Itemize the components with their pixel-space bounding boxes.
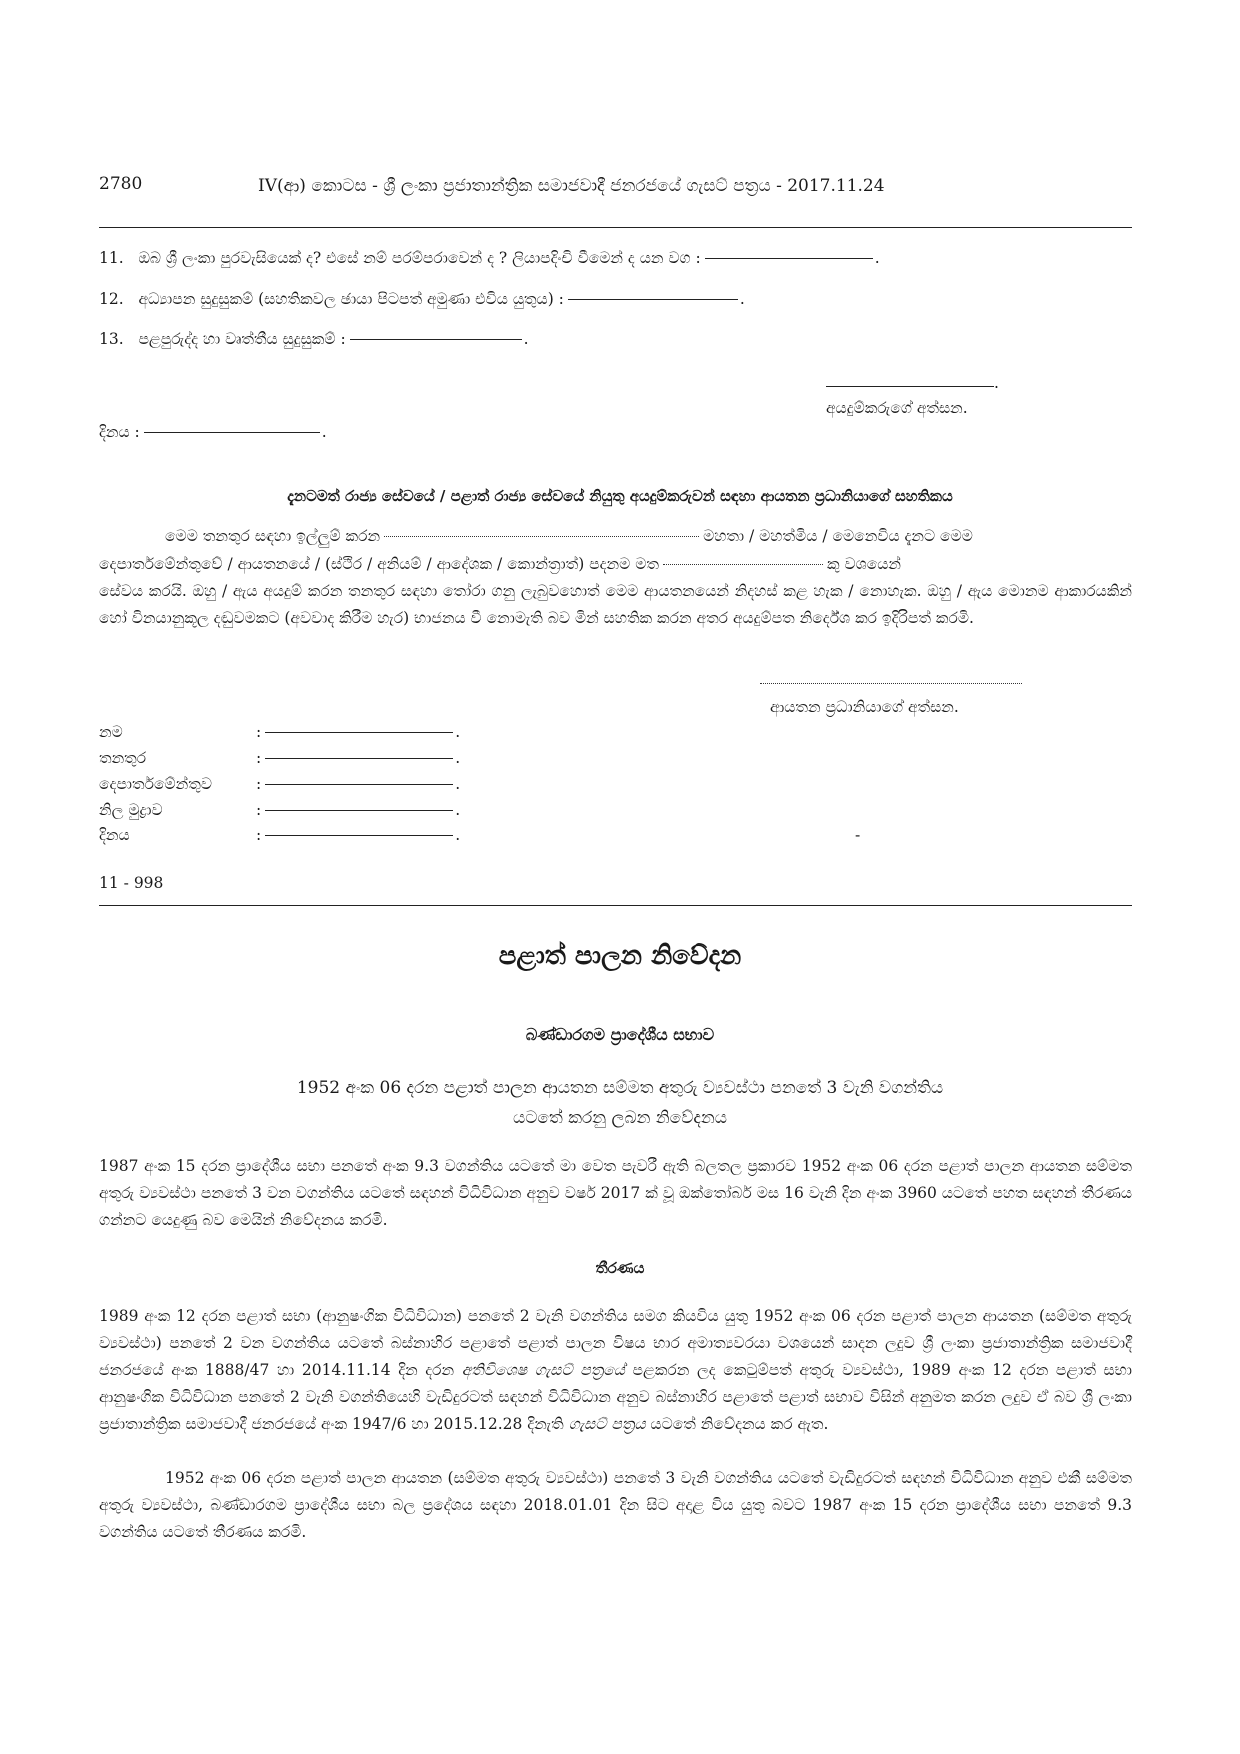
head-signature-label: ආයතන ප්‍රධානියාගේ අත්සන.: [770, 698, 959, 716]
applicant-signature-line[interactable]: [826, 386, 994, 387]
answer-line[interactable]: [568, 299, 738, 300]
certificate-heading: දැනටමත් රාජ්‍ය සේවයේ / පළාත් රාජ්‍ය සේවයේ නියුතු අයදුම්කරුවන් සඳහා ආයතන ප්‍රධානියාගේ සහතිකය: [287, 487, 953, 505]
detail-row-date: දිනය : .: [99, 826, 461, 844]
form-item-13: 13. පළපුරුද්ද හා වෘත්තීය සුදුසුකම් : .: [99, 330, 529, 348]
notice-subtitle-line-1: 1952 අංක 06 දරන පළාත් පාලන ආයතන සම්මත අතුරු ව්‍යවස්ථා පනතේ 3 වැනි වගන්තිය: [296, 1078, 944, 1098]
detail-row-seal: නිල මුද්‍රාව : .: [99, 801, 461, 819]
detail-row-post: තනතුර : .: [99, 749, 461, 767]
certificate-line-1: මෙම තනතුර සඳහා ඉල්ලුම් කරන මහතා / මහත්මිය / මෙනෙවිය දැනට මෙම: [165, 527, 973, 545]
detail-line[interactable]: [265, 835, 453, 836]
council-name: බණ්ඩාරගම ප්‍රාදේශීය සභාව: [525, 1025, 715, 1044]
section-divider: [99, 905, 1132, 906]
certificate-body: සේවය කරයි. ඔහු / ඇය අයදුම් කරන තනතුර සඳහා තෝරා ගනු ලැබුවහොත් මෙම ආයතනයෙන් නිදහස් කළ හැක / නොහැක. ඔහු / ඇය මොනම ආකාරයකින් හෝ විනයානුකූල දඬුවමකට (අවවාද කිරීම හැර) භාජනය වී නොමැති බව මින් සහතික කරන අතර අයදුම්පත නිර්දේශ කර ඉදිරිපත් කරමි.: [99, 582, 1132, 627]
reference-number: 11 - 998: [99, 874, 164, 892]
dash-mark: -: [855, 826, 861, 844]
extraordinary-gazette-ref: අතිවිශෙෂ ගැසට් පත්‍රයේ: [461, 1361, 625, 1379]
detail-line[interactable]: [265, 732, 453, 733]
answer-line[interactable]: [705, 258, 873, 259]
detail-line[interactable]: [265, 784, 453, 785]
applicant-signature-label: අයදුම්කරුගේ අත්සන.: [826, 399, 968, 417]
head-signature-line[interactable]: [760, 683, 1022, 684]
certificate-line-2: දෙපාර්තමේන්තුවේ / ආයතනයේ / (ස්ථිර / අනියම් / ආදේශක / කොන්ත්‍රාත්) පදනම මත කු වශයෙන්: [99, 555, 901, 573]
answer-line[interactable]: [350, 339, 522, 340]
gazette-header-title: IV(ආ) කොටස - ශ්‍රී ලංකා ප්‍රජාතාන්ත්‍රික සමාජවාදී ජනරජයේ ගැසට් පත්‍රය - 2017.11.24: [258, 176, 885, 196]
header-divider: [99, 227, 1132, 228]
detail-line[interactable]: [265, 758, 453, 759]
detail-line[interactable]: [265, 810, 453, 811]
notice-paragraph-3: 1952 අංක 06 දරන පළාත් පාලන ආයතන (සම්මත අතුරු ව්‍යවස්ථා) පනතේ 3 වැනි වගන්තිය යටතේ වැඩිදුරටත් සඳහන් විධිවිධාන අනුව එකී සම්මත අතුරු ව්‍යවස්ථා, බණ්ඩාරගම ප්‍රාදේශීය සභා බල ප්‍රදේශය සඳහා 2018.01.01 දින සිට අදාළ විය යුතු බවට 1987 අංක 15 දරන ප්‍රාදේශීය සභා පනතේ 9.3 වගන්තිය යටතේ තීරණය කරමි.: [99, 1469, 1132, 1541]
notice-paragraph-1: 1987 අංක 15 දරන ප්‍රාදේශීය සභා පනතේ අංක 9.3 වගන්තිය යටතේ මා වෙත පැවරී ඇති බලතල ප්‍රකාරව 1952 අංක 06 දරන පළාත් පාලන ආයතන සම්මත අතුරු ව්‍යවස්ථා පනතේ 3 වන වගන්තිය යටතේ සඳහන් විධිවිධාන අනුව වර්ෂ 2017 ක් වූ ඔක්තෝබර් මස 16 වැනි දින අංක 3960 යටතේ පහත සඳහන් තීරණය ගන්නට යෙදුණු බව මෙයින් නිවේදනය කරමි.: [99, 1157, 1132, 1229]
section-title: පළාත් පාලන නිවේදන: [498, 941, 742, 971]
detail-row-name: නම : .: [99, 723, 461, 741]
signature-line-period: .: [994, 374, 999, 392]
name-dotted-line[interactable]: [384, 536, 699, 537]
post-dotted-line[interactable]: [663, 564, 823, 565]
decision-heading: තීරණය: [595, 1259, 645, 1277]
notice-paragraph-2: 1989 අංක 12 දරන පළාත් සභා (ආනුෂංගික විධිවිධාන) පනතේ 2 වැනි වගන්තිය සමග කියවිය යුතු 1952 අංක 06 දරන පළාත් පාලන ආයතන (සම්මත අතුරු ව්‍යවස්ථා) පනතේ 2 වන වගන්තිය යටතේ බස්නාහිර පළාතේ පළාත් පාලන විෂය භාර අමාත්‍යවරයා වශයෙන් සාදන ලදුව ශ්‍රී ලංකා ප්‍රජාතාන්ත්‍රික සමාජවාදී ජනරජයේ අංක 1888/47 හා 2014.11.14 දින දරන අතිවිශෙෂ ගැසට් පත්‍රයේ පළකරන ලද කෙටුම්පත් අතුරු ව්‍යවස්ථා, 1989 අංක 12 දරන පළාත් සභා ආනුෂංගික විධිවිධාන පනතේ 2 වැනි වගන්තියෙහි වැඩිදුරටත් සඳහන් විධිවිධාන අනුව බස්නාහිර පළාතේ පළාත් සභාව විසින් අනුමත කරන ලදුව ඒ බව ශ්‍රී ලංකා ප්‍රජාතාන්ත්‍රික සමාජවාදී ජනරජයේ අංක 1947/6 හා 2015.12.28 දිනැති ගැසට් පත්‍රය යටතේ නිවේදනය කර ඇත.: [99, 1307, 1132, 1433]
form-item-12: 12. අධ්‍යාපන සුදුසුකම් (සහතිකවල ඡායා පිටපත් අමුණා එවිය යුතුය) : .: [99, 290, 745, 308]
notice-subtitle-line-2: යටතේ කරනු ලබන නිවේදනය: [512, 1108, 728, 1128]
page-number: 2780: [99, 174, 143, 194]
detail-row-department: දෙපාර්තමේන්තුව : .: [99, 775, 461, 793]
gazette-ref: ගැසට් පත්‍රය: [568, 1415, 646, 1433]
form-item-11: 11. ඔබ ශ්‍රී ලංකා පුරවැසියෙක් ද? එසේ නම් පරම්පරාවෙන් ද ? ලියාපදිංචි වීමෙන් ද යන වග : .: [99, 249, 880, 267]
date-line[interactable]: [144, 432, 320, 433]
date-field: දිනය : .: [99, 423, 327, 441]
